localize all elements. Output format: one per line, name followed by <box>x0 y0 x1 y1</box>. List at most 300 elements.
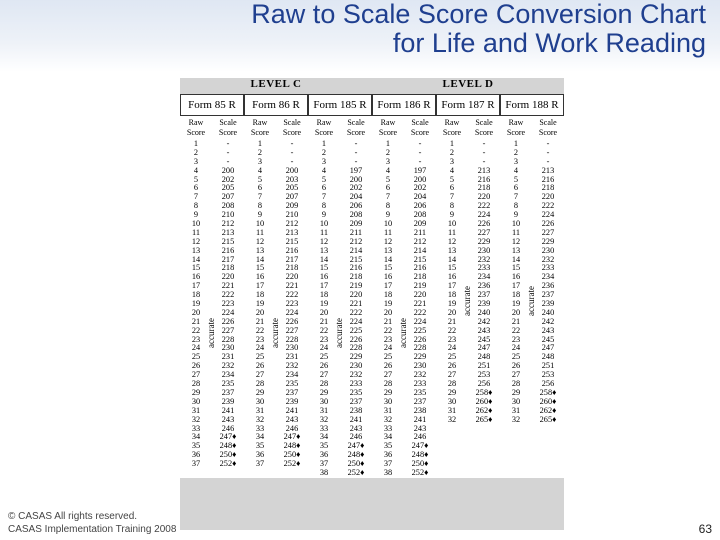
raw-score-header: Raw Score <box>378 118 398 137</box>
score-cell: 32 <box>511 414 521 424</box>
score-cell: 245 <box>477 334 491 344</box>
score-cell: 219 <box>413 281 427 291</box>
raw-score-header: Raw Score <box>314 118 334 137</box>
score-cell: 250♦ <box>411 459 429 469</box>
score-cell: 211 <box>349 227 363 237</box>
score-cell: 36 <box>383 450 393 460</box>
raw-score-column <box>180 140 212 478</box>
score-cell: 226 <box>349 334 363 344</box>
score-cell: 14 <box>383 254 393 264</box>
score-cell: 246 <box>349 432 363 442</box>
score-cell: 5 <box>193 174 199 184</box>
score-cell: 211 <box>413 227 427 237</box>
score-cell: 250♦ <box>219 450 237 460</box>
subheader-row <box>180 116 564 141</box>
score-cell: 16 <box>511 272 521 282</box>
form-header: Form 188 R <box>500 94 564 116</box>
score-cell: 221 <box>285 281 299 291</box>
score-cell: 230 <box>349 361 363 371</box>
score-cell: 220 <box>349 290 363 300</box>
score-cell: 243 <box>285 414 299 424</box>
score-cell: 13 <box>191 245 201 255</box>
score-cell: 6 <box>193 183 199 193</box>
score-cell: 21 <box>383 316 393 326</box>
score-cell: 7 <box>193 192 199 202</box>
score-cell: 13 <box>511 245 521 255</box>
score-cell: 239 <box>285 396 299 406</box>
score-cell: - <box>290 156 294 166</box>
score-cell: 206 <box>349 201 363 211</box>
score-cell: 5 <box>513 174 519 184</box>
accurate-label: accurate <box>462 286 472 316</box>
score-cell: 27 <box>383 370 393 380</box>
score-cell: 219 <box>349 281 363 291</box>
score-cell: 2 <box>321 147 327 157</box>
score-cell: 220 <box>221 272 235 282</box>
score-cell: 11 <box>512 227 520 237</box>
score-cell: 222 <box>413 307 427 317</box>
score-cell: 17 <box>255 281 265 291</box>
score-cell: 203 <box>285 174 299 184</box>
score-cell: 23 <box>191 334 201 344</box>
score-cell: 243 <box>477 325 491 335</box>
score-cell: 3 <box>193 156 199 166</box>
score-cell: 216 <box>541 174 555 184</box>
score-cell: 17 <box>383 281 393 291</box>
score-cell: 23 <box>255 334 265 344</box>
score-cell: 208 <box>413 210 427 220</box>
score-cell: 207 <box>285 192 299 202</box>
score-cell: 224 <box>413 316 427 326</box>
score-cell: 239 <box>477 299 491 309</box>
accurate-label: accurate <box>270 318 280 348</box>
score-cell: 12 <box>191 236 201 246</box>
score-cell: 221 <box>413 299 427 309</box>
score-cell: 247♦ <box>219 432 237 442</box>
score-cell: 210 <box>221 210 235 220</box>
score-cell: 34 <box>255 432 265 442</box>
score-cell: 6 <box>321 183 327 193</box>
score-cell: 216 <box>413 263 427 273</box>
score-cell: 204 <box>413 192 427 202</box>
scale-score-column <box>276 140 308 478</box>
score-cell: 28 <box>383 379 393 389</box>
score-cell: 229 <box>413 352 427 362</box>
score-cell: 208 <box>221 201 235 211</box>
score-cell: 216 <box>285 245 299 255</box>
score-cell: 24 <box>383 343 393 353</box>
score-cell: 246 <box>285 423 299 433</box>
score-cell: 34 <box>319 432 329 442</box>
score-cell: 7 <box>513 192 519 202</box>
score-cell: 260♦ <box>475 396 493 406</box>
score-cell: 253 <box>541 370 555 380</box>
score-cell: 2 <box>513 147 519 157</box>
scale-score-column <box>340 140 372 478</box>
score-cell: - <box>290 147 294 157</box>
score-cell: 20 <box>319 307 329 317</box>
score-cell: 205 <box>285 183 299 193</box>
score-cell: 37 <box>319 459 329 469</box>
score-cell: 27 <box>191 370 201 380</box>
score-cell: 238 <box>413 405 427 415</box>
score-cell: 12 <box>255 236 265 246</box>
score-cell: 227 <box>221 325 235 335</box>
score-cell: 218 <box>541 183 555 193</box>
score-cell: 25 <box>383 352 393 362</box>
score-cell: 232 <box>349 370 363 380</box>
score-cell: 258♦ <box>539 387 557 397</box>
score-cell: 9 <box>449 210 455 220</box>
score-cell: 35 <box>255 441 265 451</box>
score-cell: 234 <box>541 272 555 282</box>
level-c-label: LEVEL C <box>250 78 302 90</box>
score-cell: 30 <box>511 396 521 406</box>
score-cell: 22 <box>511 325 521 335</box>
score-cell: 233 <box>349 379 363 389</box>
score-cell: 234 <box>477 272 491 282</box>
score-cell: 197 <box>413 165 427 175</box>
score-cell: 248♦ <box>219 441 237 451</box>
score-cell: 35 <box>319 441 329 451</box>
score-cell: 252♦ <box>347 467 365 477</box>
raw-score-header: Raw Score <box>442 118 462 137</box>
raw-score-header: Raw Score <box>250 118 270 137</box>
score-cell: 235 <box>285 379 299 389</box>
score-cell: 247♦ <box>411 441 429 451</box>
training-note: CASAS Implementation Training 2008 <box>8 524 177 535</box>
score-cell: 30 <box>447 396 457 406</box>
score-cell: 12 <box>383 236 393 246</box>
score-cell: 16 <box>191 272 201 282</box>
raw-score-column <box>372 140 404 478</box>
score-cell: 8 <box>449 201 455 211</box>
score-cell: 15 <box>383 263 393 273</box>
score-cell: 251 <box>541 361 555 371</box>
score-cell: 4 <box>449 165 455 175</box>
score-cell: 25 <box>511 352 521 362</box>
score-cell: 33 <box>255 423 265 433</box>
score-cell: 248♦ <box>283 441 301 451</box>
score-cell: 5 <box>257 174 263 184</box>
score-cell: 31 <box>319 405 329 415</box>
score-cell: 12 <box>447 236 457 246</box>
score-cell: 214 <box>349 245 363 255</box>
score-cell: 234 <box>285 370 299 380</box>
score-cell: 5 <box>321 174 327 184</box>
score-cell: 248♦ <box>411 450 429 460</box>
score-cell: 8 <box>193 201 199 211</box>
score-cell: 226 <box>285 316 299 326</box>
score-cell: 247 <box>541 343 555 353</box>
score-cell: 230 <box>413 361 427 371</box>
score-cell: 237 <box>285 387 299 397</box>
score-cell: 3 <box>257 156 263 166</box>
score-cell: - <box>482 139 486 148</box>
score-cell: 18 <box>383 290 393 300</box>
score-cell: 243 <box>413 423 427 433</box>
score-cell: 23 <box>319 334 329 344</box>
score-cell: 16 <box>319 272 329 282</box>
raw-score-header: Raw Score <box>506 118 526 137</box>
score-cell: 14 <box>447 254 457 264</box>
score-cell: 28 <box>511 379 521 389</box>
score-cell: 20 <box>447 307 457 317</box>
score-cell: 27 <box>319 370 329 380</box>
score-cell: 240 <box>541 307 555 317</box>
score-cell: 251 <box>477 361 491 371</box>
score-cell: 13 <box>383 245 393 255</box>
score-cell: 18 <box>191 290 201 300</box>
score-cell: 212 <box>349 236 363 246</box>
score-cell: 218 <box>413 272 427 282</box>
score-cell: 16 <box>255 272 265 282</box>
score-cell: 265♦ <box>475 414 493 424</box>
score-cell: 31 <box>383 405 393 415</box>
score-cell: 246 <box>221 423 235 433</box>
score-cell: 237 <box>349 396 363 406</box>
score-cell: 4 <box>385 165 391 175</box>
score-cell: 14 <box>255 254 265 264</box>
score-cell: 2 <box>257 147 263 157</box>
score-cell: 222 <box>221 290 235 300</box>
score-cell: 9 <box>513 210 519 220</box>
score-cell: 34 <box>191 432 201 442</box>
score-cell: 221 <box>349 299 363 309</box>
score-cell: 230 <box>221 343 235 353</box>
score-cell: 19 <box>447 299 457 309</box>
score-cell: 30 <box>255 396 265 406</box>
score-cell: 33 <box>191 423 201 433</box>
score-cell: 227 <box>285 325 299 335</box>
score-cell: 21 <box>191 316 201 326</box>
score-cell: 19 <box>383 299 393 309</box>
score-cell: 3 <box>385 156 391 166</box>
score-cell: 37 <box>191 459 201 469</box>
score-cell: 233 <box>477 263 491 273</box>
score-cell: 220 <box>477 192 491 202</box>
score-cell: 242 <box>541 316 555 326</box>
score-cell: 36 <box>191 450 201 460</box>
score-cell: 11 <box>192 227 200 237</box>
score-cell: 3 <box>449 156 455 166</box>
score-cell: 24 <box>191 343 201 353</box>
score-cell: 222 <box>541 201 555 211</box>
score-cell: 15 <box>191 263 201 273</box>
title-line-1: Raw to Scale Score Conversion Chart <box>251 0 706 29</box>
score-cell: 215 <box>349 254 363 264</box>
score-cell: 224 <box>349 316 363 326</box>
score-cell: 220 <box>413 290 427 300</box>
score-cell: 24 <box>447 343 457 353</box>
score-cell: 226 <box>221 316 235 326</box>
score-cell: 228 <box>285 334 299 344</box>
score-cell: 10 <box>383 219 393 229</box>
score-cell: 214 <box>413 245 427 255</box>
score-cell: 216 <box>477 174 491 184</box>
score-cell: 218 <box>349 272 363 282</box>
accurate-label: accurate <box>206 318 216 348</box>
score-cell: 202 <box>349 183 363 193</box>
score-cell: 212 <box>221 219 235 229</box>
score-cell: 7 <box>257 192 263 202</box>
score-cell: 213 <box>285 227 299 237</box>
score-cell: 202 <box>413 183 427 193</box>
score-cell: 9 <box>257 210 263 220</box>
accurate-label: accurate <box>334 318 344 348</box>
score-cell: 226 <box>413 334 427 344</box>
score-cell: 242 <box>477 316 491 326</box>
score-cell: 29 <box>319 387 329 397</box>
score-cell: 220 <box>285 272 299 282</box>
score-cell: 29 <box>447 387 457 397</box>
score-cell: - <box>354 139 358 148</box>
score-cell: - <box>290 139 294 148</box>
score-cell: 235 <box>413 387 427 397</box>
score-cell: 233 <box>541 263 555 273</box>
score-cell: 10 <box>447 219 457 229</box>
score-cell: 10 <box>191 219 201 229</box>
score-cell: 236 <box>477 281 491 291</box>
raw-score-column <box>244 140 276 478</box>
score-cell: 14 <box>511 254 521 264</box>
score-cell: 3 <box>321 156 327 166</box>
score-cell: 20 <box>255 307 265 317</box>
score-cell: 31 <box>191 405 201 415</box>
score-cell: 231 <box>221 352 235 362</box>
score-cell: 5 <box>385 174 391 184</box>
score-cell: 28 <box>191 379 201 389</box>
score-cell: - <box>226 156 230 166</box>
score-cell: 215 <box>221 236 235 246</box>
score-cell: 7 <box>449 192 455 202</box>
score-cell: 248 <box>477 352 491 362</box>
score-cell: 218 <box>221 263 235 273</box>
accurate-label: accurate <box>398 318 408 348</box>
score-cell: 6 <box>385 183 391 193</box>
title-line-2: for Life and Work Reading <box>392 28 706 58</box>
form-header: Form 185 R <box>308 94 372 116</box>
score-cell: 23 <box>447 334 457 344</box>
score-cell: 1 <box>449 139 455 148</box>
score-cell: 20 <box>511 307 521 317</box>
score-cell: 237 <box>477 290 491 300</box>
score-cell: 233 <box>413 379 427 389</box>
score-cell: 4 <box>513 165 519 175</box>
score-cell: 236 <box>541 281 555 291</box>
score-cell: 17 <box>191 281 201 291</box>
score-cell: 217 <box>285 254 299 264</box>
score-cell: 225 <box>413 325 427 335</box>
score-cell: 232 <box>477 254 491 264</box>
score-cell: 6 <box>257 183 263 193</box>
score-cell: 1 <box>513 139 519 148</box>
score-cell: 262♦ <box>539 405 557 415</box>
score-cell: 26 <box>511 361 521 371</box>
score-cell: 14 <box>191 254 201 264</box>
score-cell: 27 <box>447 370 457 380</box>
score-cell: 17 <box>511 281 521 291</box>
scale-score-header: Scale Score <box>474 118 494 137</box>
score-cell: - <box>354 147 358 157</box>
score-cell: 20 <box>191 307 201 317</box>
score-cell: 8 <box>513 201 519 211</box>
score-cell: 227 <box>477 227 491 237</box>
score-cell: 209 <box>413 219 427 229</box>
score-cell: 215 <box>285 236 299 246</box>
conversion-table <box>180 78 564 530</box>
score-cell: 252♦ <box>411 467 429 477</box>
form-header: Form 86 R <box>244 94 308 116</box>
score-cell: 35 <box>191 441 201 451</box>
score-cell: 239 <box>541 299 555 309</box>
score-cell: 21 <box>447 316 457 326</box>
score-cell: 227 <box>541 227 555 237</box>
score-cell: 8 <box>257 201 263 211</box>
score-cell: 11 <box>384 227 392 237</box>
page-number: 63 <box>698 522 712 536</box>
scale-score-column <box>212 140 244 478</box>
scale-score-header: Scale Score <box>410 118 430 137</box>
score-cell: 241 <box>413 414 427 424</box>
score-cell: 34 <box>383 432 393 442</box>
score-cell: 216 <box>349 263 363 273</box>
score-cell: 24 <box>511 343 521 353</box>
score-cell: 241 <box>285 405 299 415</box>
level-d-label: LEVEL D <box>442 78 494 90</box>
score-cell: 29 <box>191 387 201 397</box>
score-cell: 246 <box>413 432 427 442</box>
score-cell: 21 <box>255 316 265 326</box>
score-cell: 222 <box>285 290 299 300</box>
score-cell: 238 <box>349 405 363 415</box>
score-cell: 225 <box>349 325 363 335</box>
score-cell: 220 <box>541 192 555 202</box>
score-cell: 224 <box>285 307 299 317</box>
score-cell: 17 <box>447 281 457 291</box>
score-cell: 32 <box>319 414 329 424</box>
score-cell: 33 <box>319 423 329 433</box>
score-cell: 12 <box>319 236 329 246</box>
score-cell: 240 <box>477 307 491 317</box>
scale-score-column <box>404 140 436 478</box>
score-cell: 12 <box>511 236 521 246</box>
score-cell: 26 <box>191 361 201 371</box>
score-cell: 31 <box>511 405 521 415</box>
score-cell: 210 <box>285 210 299 220</box>
score-cell: 30 <box>191 396 201 406</box>
score-cell: 216 <box>221 245 235 255</box>
score-cell: 209 <box>285 201 299 211</box>
score-cell: 11 <box>448 227 456 237</box>
score-cell: 15 <box>447 263 457 273</box>
score-cell: 27 <box>511 370 521 380</box>
score-cell: 215 <box>413 254 427 264</box>
score-cell: 226 <box>541 219 555 229</box>
raw-score-header: Raw Score <box>186 118 206 137</box>
score-cell: 30 <box>383 396 393 406</box>
score-cell: 256 <box>541 379 555 389</box>
score-cell: 228 <box>221 334 235 344</box>
score-cell: 8 <box>385 201 391 211</box>
score-cell: 209 <box>349 219 363 229</box>
score-cell: 206 <box>413 201 427 211</box>
raw-score-column <box>308 140 340 478</box>
form-header: Form 186 R <box>372 94 436 116</box>
score-cell: 241 <box>349 414 363 424</box>
score-cell: 234 <box>221 370 235 380</box>
score-cell: 17 <box>319 281 329 291</box>
